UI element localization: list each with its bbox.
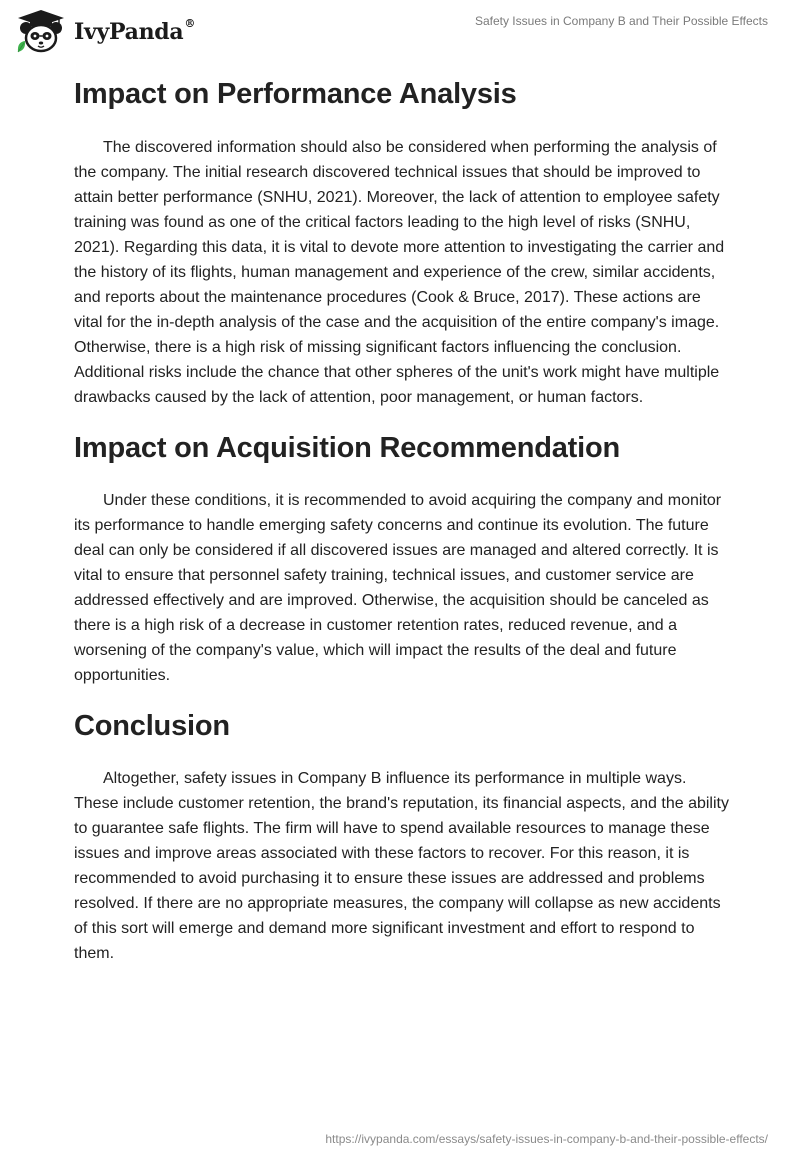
brand-name: IvyPanda® <box>74 17 196 45</box>
essay-content <box>74 70 730 966</box>
section-paragraph: Altogether, safety issues in Company B influence its performance in multiple ways. These include customer retention, the brand's reputation, its financial aspects, and the ability to guarantee safe flights. The firm will have to spend available resources to manage these issues and improve areas associated with these factors to recover. For this reason, it is recommended to avoid purchasing it to ensure these issues are addressed and problems resolved. If there are no appropriate measures, the company will collapse as new accidents of this sort will emerge and demand more significant investment and effort to respond to them. <box>74 770 729 962</box>
document-title: Safety Issues in Company B and Their Possible Effects <box>474 14 768 28</box>
page-header <box>0 0 800 60</box>
registered-mark: ® <box>184 17 196 30</box>
section-paragraph: The discovered information should also be considered when performing the analysis of the company. The initial research discovered technical issues that should be improved to attain better performance (SNHU, 2021). Moreover, the lack of attention to employee safety training was found as one of the critical factors leading to the high level of risks (SNHU, 2021). Regarding this data, it is vital to devote more attention to investigating the carrier and the history of its flights, human management and experience of the crew, similar accidents, and reports about the maintenance procedures (Cook & Bruce, 2017). These actions are vital for the in-depth analysis of the case and the acquisition of the entire company's image. Otherwise, there is a high risk of missing significant factors influencing the conclusion. Additional risks include the chance that other spheres of the unit's work might have multiple drawbacks caused by the lack of attention, poor management, or human factors. <box>74 139 725 406</box>
section-heading: Conclusion <box>74 710 230 742</box>
panda-graduate-logo-icon <box>14 8 68 54</box>
section-heading: Impact on Performance Analysis <box>74 78 517 110</box>
section-paragraph: Under these conditions, it is recommended to avoid acquiring the company and monitor its performance to handle emerging safety concerns and continue its evolution. The future deal can only be considered if all discovered issues are managed and altered correctly. It is vital to ensure that personnel safety training, technical issues, and customer service are addressed effectively and are improved. Otherwise, the acquisition should be canceled as there is a high risk of a decrease in customer retention rates, reduced revenue, and a worsening of the company's value, which will impact the results of the deal and future opportunities. <box>74 492 722 684</box>
section-heading: Impact on Acquisition Recommendation <box>74 432 620 464</box>
source-url[interactable]: https://ivypanda.com/essays/safety-issues-in-company-b-and-their-possible-effects/ <box>325 1132 768 1146</box>
ivypanda-logo[interactable] <box>14 8 195 54</box>
